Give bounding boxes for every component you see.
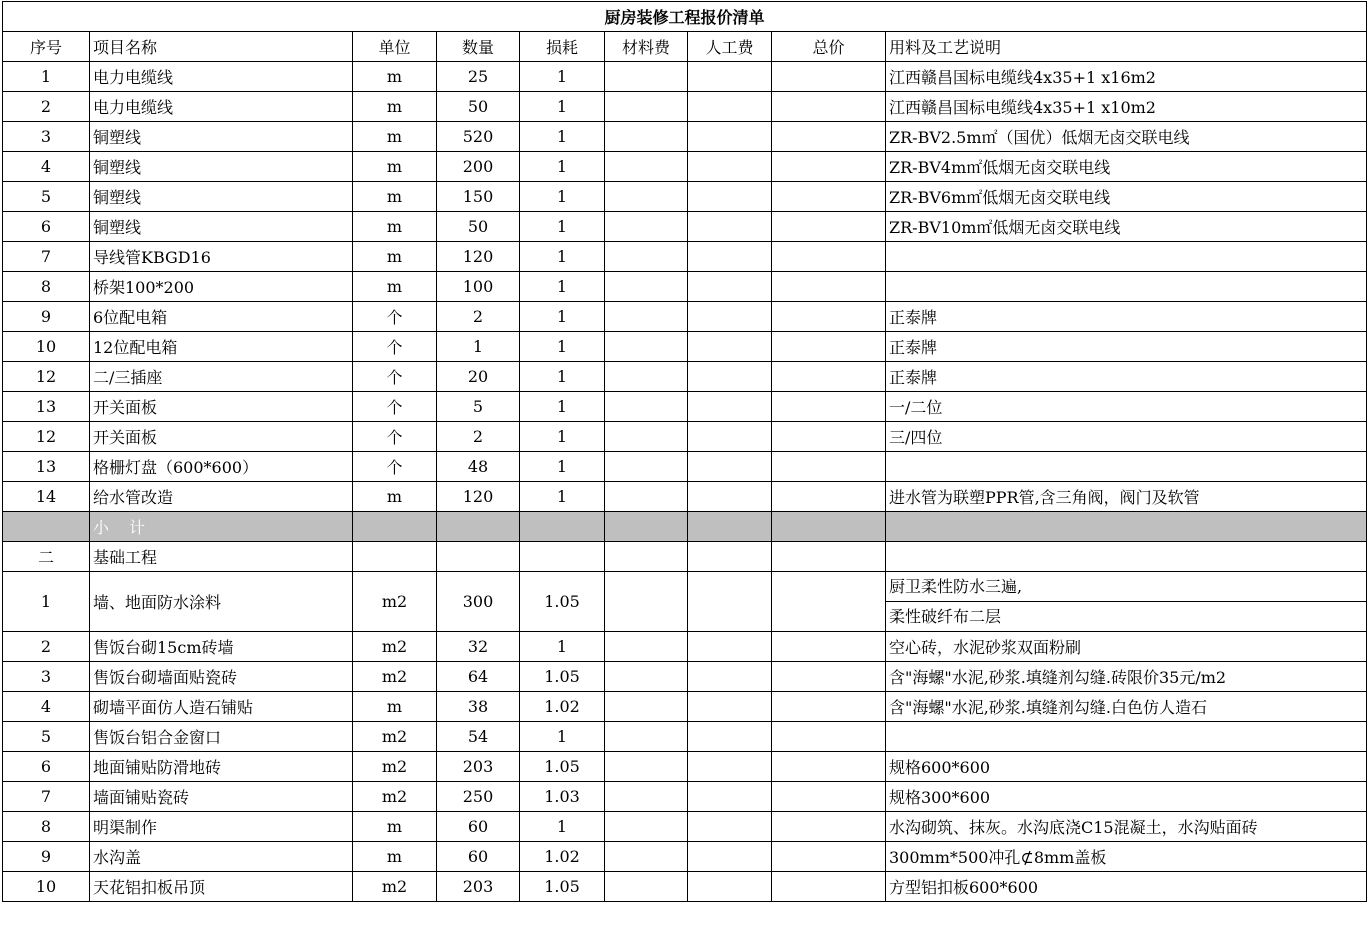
row-loss: 1.05: [520, 572, 605, 632]
table-row: [3, 872, 1367, 902]
row-name: 水沟盖: [90, 842, 353, 872]
row-material-cost: [605, 212, 688, 242]
subtotal-no: [3, 512, 90, 542]
row-material-cost: [605, 422, 688, 452]
table-row: [3, 842, 1367, 872]
row-name: 明渠制作: [90, 812, 353, 842]
row-labor-cost: [688, 392, 772, 422]
row-description: ZR-BV10m㎡低烟无卤交联电线: [886, 212, 1367, 242]
row-labor-cost: [688, 872, 772, 902]
row-qty: 25: [437, 62, 520, 92]
row-name: 给水管改造: [90, 482, 353, 512]
row-name: 天花铝扣板吊顶: [90, 872, 353, 902]
row-total: [772, 422, 886, 452]
row-qty: 200: [437, 152, 520, 182]
row-no: 3: [3, 122, 90, 152]
row-material-cost: [605, 782, 688, 812]
row-unit: m: [353, 92, 437, 122]
row-no: 8: [3, 272, 90, 302]
row-description: 含"海螺"水泥,砂浆.填缝剂勾缝.砖限价35元/m2: [886, 662, 1367, 692]
row-description: 三/四位: [886, 422, 1367, 452]
table-row: [3, 242, 1367, 272]
section-cell: [437, 542, 520, 572]
row-name: 桥架100*200: [90, 272, 353, 302]
row-labor-cost: [688, 302, 772, 332]
row-labor-cost: [688, 782, 772, 812]
row-qty: 48: [437, 452, 520, 482]
row-unit: m: [353, 482, 437, 512]
row-no: 10: [3, 332, 90, 362]
row-unit: m: [353, 182, 437, 212]
row-material-cost: [605, 662, 688, 692]
row-name: 铜塑线: [90, 122, 353, 152]
row-name: 铜塑线: [90, 212, 353, 242]
row-unit: 个: [353, 392, 437, 422]
row-qty: 38: [437, 692, 520, 722]
row-name: 地面铺贴防滑地砖: [90, 752, 353, 782]
row-qty: 203: [437, 752, 520, 782]
table-row: [3, 152, 1367, 182]
row-description: ZR-BV2.5m㎡（国优）低烟无卤交联电线: [886, 122, 1367, 152]
table-row: [3, 662, 1367, 692]
row-loss: 1: [520, 332, 605, 362]
row-labor-cost: [688, 842, 772, 872]
row-loss: 1.02: [520, 692, 605, 722]
subtotal-label: 小 计: [90, 512, 353, 542]
row-material-cost: [605, 632, 688, 662]
row-labor-cost: [688, 332, 772, 362]
row-no: 7: [3, 782, 90, 812]
header-material-cost: 材料费: [605, 32, 688, 62]
row-total: [772, 182, 886, 212]
row-no: 5: [3, 182, 90, 212]
header-description: 用料及工艺说明: [886, 32, 1367, 62]
row-description: [886, 572, 1367, 632]
section-no: 二: [3, 542, 90, 572]
row-unit: m: [353, 212, 437, 242]
row-description-line: 柔性破纤布二层: [889, 606, 1002, 626]
section-cell: [886, 542, 1367, 572]
row-loss: 1: [520, 392, 605, 422]
row-description: [886, 272, 1367, 302]
row-name: 6位配电箱: [90, 302, 353, 332]
row-unit: 个: [353, 422, 437, 452]
row-total: [772, 212, 886, 242]
subtotal-cell: [772, 512, 886, 542]
row-no: 9: [3, 302, 90, 332]
row-qty: 150: [437, 182, 520, 212]
row-labor-cost: [688, 812, 772, 842]
header-unit: 单位: [353, 32, 437, 62]
row-description: 江西赣昌国标电缆线4x35+1 x10m2: [886, 92, 1367, 122]
row-total: [772, 362, 886, 392]
section-cell: [520, 542, 605, 572]
row-qty: 2: [437, 422, 520, 452]
row-material-cost: [605, 392, 688, 422]
row-qty: 120: [437, 482, 520, 512]
row-total: [772, 722, 886, 752]
subtotal-cell: [688, 512, 772, 542]
row-labor-cost: [688, 152, 772, 182]
row-name: 开关面板: [90, 392, 353, 422]
row-name: 二/三插座: [90, 362, 353, 392]
row-qty: 64: [437, 662, 520, 692]
row-labor-cost: [688, 422, 772, 452]
row-loss: 1: [520, 722, 605, 752]
table-row: [3, 422, 1367, 452]
row-unit: m2: [353, 782, 437, 812]
row-qty: 520: [437, 122, 520, 152]
row-material-cost: [605, 62, 688, 92]
row-description: [886, 242, 1367, 272]
table-row: [3, 332, 1367, 362]
row-material-cost: [605, 92, 688, 122]
row-material-cost: [605, 482, 688, 512]
row-no: 1: [3, 62, 90, 92]
row-no: 6: [3, 752, 90, 782]
row-total: [772, 482, 886, 512]
sheet-title: 厨房装修工程报价清单: [3, 2, 1367, 32]
row-total: [772, 92, 886, 122]
row-no: 4: [3, 692, 90, 722]
table-row: [3, 452, 1367, 482]
row-no: 13: [3, 452, 90, 482]
row-name: 砌墙平面仿人造石铺贴: [90, 692, 353, 722]
row-unit: m2: [353, 752, 437, 782]
row-labor-cost: [688, 62, 772, 92]
row-labor-cost: [688, 362, 772, 392]
row-description: 空心砖，水泥砂浆双面粉刷: [886, 632, 1367, 662]
row-material-cost: [605, 722, 688, 752]
row-unit: m: [353, 152, 437, 182]
row-description: ZR-BV4m㎡低烟无卤交联电线: [886, 152, 1367, 182]
row-total: [772, 632, 886, 662]
row-description: 正泰牌: [886, 332, 1367, 362]
row-labor-cost: [688, 662, 772, 692]
table-row: [3, 92, 1367, 122]
subtotal-cell: [886, 512, 1367, 542]
row-no: 7: [3, 242, 90, 272]
row-qty: 300: [437, 572, 520, 632]
row-unit: m2: [353, 872, 437, 902]
row-loss: 1.05: [520, 872, 605, 902]
row-no: 4: [3, 152, 90, 182]
row-loss: 1: [520, 362, 605, 392]
row-no: 12: [3, 362, 90, 392]
row-material-cost: [605, 152, 688, 182]
row-unit: 个: [353, 332, 437, 362]
row-total: [772, 812, 886, 842]
row-name: 售饭台铝合金窗口: [90, 722, 353, 752]
table-row: [3, 752, 1367, 782]
row-unit: m: [353, 842, 437, 872]
row-unit: m: [353, 62, 437, 92]
header-qty: 数量: [437, 32, 520, 62]
row-name: 铜塑线: [90, 182, 353, 212]
row-total: [772, 572, 886, 632]
row-total: [772, 662, 886, 692]
row-loss: 1: [520, 92, 605, 122]
row-unit: m2: [353, 632, 437, 662]
row-total: [772, 242, 886, 272]
table-row: [3, 722, 1367, 752]
row-unit: 个: [353, 362, 437, 392]
row-description-line: 厨卫柔性防水三遍,: [886, 572, 1366, 602]
subtotal-cell: [520, 512, 605, 542]
row-qty: 5: [437, 392, 520, 422]
row-material-cost: [605, 842, 688, 872]
row-total: [772, 152, 886, 182]
row-qty: 32: [437, 632, 520, 662]
section-cell: [688, 542, 772, 572]
subtotal-cell: [605, 512, 688, 542]
table-row: [3, 362, 1367, 392]
row-labor-cost: [688, 182, 772, 212]
row-description: 水沟砌筑、抹灰。水沟底浇C15混凝土，水沟贴面砖: [886, 812, 1367, 842]
row-material-cost: [605, 122, 688, 152]
row-total: [772, 302, 886, 332]
row-total: [772, 752, 886, 782]
row-unit: m: [353, 272, 437, 302]
table-row: [3, 212, 1367, 242]
row-material-cost: [605, 572, 688, 632]
row-loss: 1: [520, 482, 605, 512]
row-unit: m2: [353, 662, 437, 692]
row-material-cost: [605, 302, 688, 332]
row-total: [772, 122, 886, 152]
row-labor-cost: [688, 722, 772, 752]
row-unit: m: [353, 242, 437, 272]
row-unit: m2: [353, 572, 437, 632]
row-qty: 1: [437, 332, 520, 362]
row-labor-cost: [688, 452, 772, 482]
row-material-cost: [605, 182, 688, 212]
row-total: [772, 452, 886, 482]
subtotal-cell: [437, 512, 520, 542]
row-material-cost: [605, 812, 688, 842]
row-name: 导线管KBGD16: [90, 242, 353, 272]
row-labor-cost: [688, 572, 772, 632]
row-labor-cost: [688, 242, 772, 272]
row-qty: 20: [437, 362, 520, 392]
row-total: [772, 692, 886, 722]
section-cell: [772, 542, 886, 572]
table-row: [3, 272, 1367, 302]
row-name: 售饭台砌15cm砖墙: [90, 632, 353, 662]
header-no: 序号: [3, 32, 90, 62]
row-unit: m2: [353, 722, 437, 752]
row-loss: 1: [520, 182, 605, 212]
row-loss: 1.05: [520, 752, 605, 782]
row-qty: 50: [437, 92, 520, 122]
row-name: 电力电缆线: [90, 92, 353, 122]
table-row: [3, 62, 1367, 92]
row-no: 5: [3, 722, 90, 752]
row-material-cost: [605, 272, 688, 302]
row-description: [886, 722, 1367, 752]
row-loss: 1: [520, 212, 605, 242]
section-cell: [353, 542, 437, 572]
row-no: 10: [3, 872, 90, 902]
row-no: 2: [3, 632, 90, 662]
header-name: 项目名称: [90, 32, 353, 62]
row-qty: 250: [437, 782, 520, 812]
row-loss: 1.03: [520, 782, 605, 812]
row-material-cost: [605, 362, 688, 392]
row-name: 墙面铺贴瓷砖: [90, 782, 353, 812]
row-qty: 120: [437, 242, 520, 272]
row-qty: 203: [437, 872, 520, 902]
row-qty: 54: [437, 722, 520, 752]
row-labor-cost: [688, 632, 772, 662]
row-unit: m: [353, 812, 437, 842]
row-loss: 1: [520, 242, 605, 272]
row-no: 14: [3, 482, 90, 512]
row-no: 12: [3, 422, 90, 452]
subtotal-cell: [353, 512, 437, 542]
header-loss: 损耗: [520, 32, 605, 62]
row-material-cost: [605, 752, 688, 782]
row-name: 电力电缆线: [90, 62, 353, 92]
header-labor-cost: 人工费: [688, 32, 772, 62]
table-row: [3, 182, 1367, 212]
row-unit: 个: [353, 452, 437, 482]
row-name: 售饭台砌墙面贴瓷砖: [90, 662, 353, 692]
table-row: [3, 692, 1367, 722]
row-loss: 1: [520, 272, 605, 302]
row-loss: 1.02: [520, 842, 605, 872]
row-total: [772, 62, 886, 92]
row-total: [772, 842, 886, 872]
row-description: 规格300*600: [886, 782, 1367, 812]
row-labor-cost: [688, 482, 772, 512]
row-unit: m: [353, 122, 437, 152]
table-row: [3, 782, 1367, 812]
row-loss: 1.05: [520, 662, 605, 692]
row-loss: 1: [520, 632, 605, 662]
table-row: [3, 812, 1367, 842]
row-qty: 50: [437, 212, 520, 242]
row-labor-cost: [688, 92, 772, 122]
row-total: [772, 392, 886, 422]
row-labor-cost: [688, 692, 772, 722]
row-loss: 1: [520, 302, 605, 332]
row-total: [772, 332, 886, 362]
row-labor-cost: [688, 752, 772, 782]
row-no: 6: [3, 212, 90, 242]
row-total: [772, 872, 886, 902]
row-name: 开关面板: [90, 422, 353, 452]
row-no: 1: [3, 572, 90, 632]
row-no: 13: [3, 392, 90, 422]
header-total: 总价: [772, 32, 886, 62]
row-total: [772, 272, 886, 302]
row-unit: 个: [353, 302, 437, 332]
table-row: [3, 482, 1367, 512]
row-qty: 100: [437, 272, 520, 302]
row-labor-cost: [688, 272, 772, 302]
row-loss: 1: [520, 62, 605, 92]
row-material-cost: [605, 242, 688, 272]
header-row: [3, 32, 1367, 62]
row-material-cost: [605, 872, 688, 902]
title-row: [3, 2, 1367, 32]
table-row: [3, 122, 1367, 152]
row-description: ZR-BV6m㎡低烟无卤交联电线: [886, 182, 1367, 212]
row-description: 正泰牌: [886, 302, 1367, 332]
section-row: [3, 542, 1367, 572]
row-qty: 60: [437, 842, 520, 872]
row-loss: 1: [520, 122, 605, 152]
row-name: 铜塑线: [90, 152, 353, 182]
subtotal-row: [3, 512, 1367, 542]
row-description: 一/二位: [886, 392, 1367, 422]
row-description: 300mm*500冲孔⊄8mm盖板: [886, 842, 1367, 872]
row-name: 墙、地面防水涂料: [90, 572, 353, 632]
table-row: [3, 632, 1367, 662]
row-no: 9: [3, 842, 90, 872]
row-material-cost: [605, 452, 688, 482]
row-material-cost: [605, 692, 688, 722]
row-name: 12位配电箱: [90, 332, 353, 362]
row-loss: 1: [520, 812, 605, 842]
quote-table: [2, 1, 1367, 902]
row-description: 方型铝扣板600*600: [886, 872, 1367, 902]
row-description: [886, 452, 1367, 482]
row-material-cost: [605, 332, 688, 362]
row-loss: 1: [520, 422, 605, 452]
row-no: 2: [3, 92, 90, 122]
row-description: 进水管为联塑PPR管,含三角阀，阀门及软管: [886, 482, 1367, 512]
row-total: [772, 782, 886, 812]
table-row: [3, 302, 1367, 332]
row-no: 3: [3, 662, 90, 692]
section-cell: [605, 542, 688, 572]
row-no: 8: [3, 812, 90, 842]
row-labor-cost: [688, 122, 772, 152]
table-row: [3, 392, 1367, 422]
row-labor-cost: [688, 212, 772, 242]
row-description: 规格600*600: [886, 752, 1367, 782]
row-loss: 1: [520, 152, 605, 182]
row-description: 江西赣昌国标电缆线4x35+1 x16m2: [886, 62, 1367, 92]
row-name: 格栅灯盘（600*600）: [90, 452, 353, 482]
row-loss: 1: [520, 452, 605, 482]
row-description: 含"海螺"水泥,砂浆.填缝剂勾缝.白色仿人造石: [886, 692, 1367, 722]
row-qty: 2: [437, 302, 520, 332]
row-description: 正泰牌: [886, 362, 1367, 392]
row-unit: m: [353, 692, 437, 722]
row-qty: 60: [437, 812, 520, 842]
section-name: 基础工程: [90, 542, 353, 572]
table-row: [3, 572, 1367, 632]
